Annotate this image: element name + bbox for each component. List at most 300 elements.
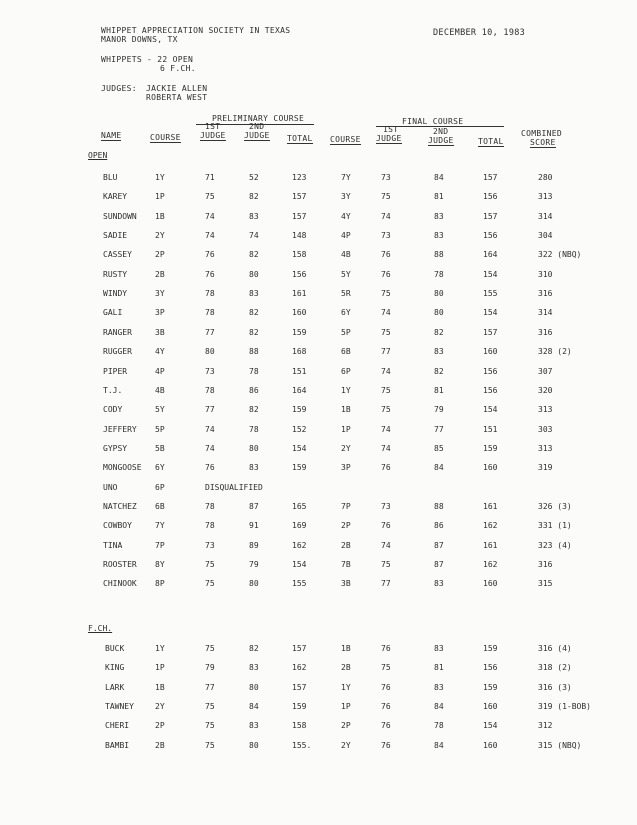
col-prelim-judge2-bottom: JUDGE (244, 131, 270, 140)
judge-2-name: ROBERTA WEST (146, 93, 208, 102)
cell-name: RANGER (103, 328, 132, 337)
cell-name: TAWNEY (105, 702, 134, 711)
cell-final-course: 7B (341, 560, 351, 569)
cell-combined-score: 319 (1-BOB) (538, 702, 591, 711)
cell-prelim-judge1: 75 (205, 579, 215, 588)
col-name: NAME (101, 131, 122, 140)
cell-prelim-judge1: 77 (205, 405, 215, 414)
cell-prelim-judge2: 82 (249, 405, 259, 414)
cell-final-judge1: 74 (381, 308, 391, 317)
cell-final-total: 156 (483, 192, 498, 201)
cell-final-judge1: 74 (381, 541, 391, 550)
cell-prelim-total: 159 (292, 405, 307, 414)
cell-final-total: 159 (483, 683, 498, 692)
final-course-heading: FINAL COURSE (402, 117, 464, 126)
cell-prelim-judge2: 83 (249, 463, 259, 472)
cell-final-judge1: 73 (381, 231, 391, 240)
cell-prelim-judge1: 75 (205, 721, 215, 730)
cell-combined-score: 310 (538, 270, 553, 279)
cell-prelim-total: 151 (292, 367, 307, 376)
cell-final-judge1: 75 (381, 560, 391, 569)
col-prelim-judge1-bottom: JUDGE (200, 131, 226, 140)
cell-final-judge2: 83 (434, 683, 444, 692)
cell-final-judge2: 80 (434, 289, 444, 298)
cell-combined-score: 318 (2) (538, 663, 572, 672)
cell-combined-score: 280 (538, 173, 553, 182)
cell-final-judge2: 77 (434, 425, 444, 434)
cell-final-course: 6Y (341, 308, 351, 317)
cell-prelim-total: 157 (292, 212, 307, 221)
cell-final-course: 3Y (341, 192, 351, 201)
cell-name: GYPSY (103, 444, 128, 453)
cell-prelim-judge1: 75 (205, 192, 215, 201)
cell-final-judge1: 73 (381, 173, 391, 182)
cell-final-course: 6P (341, 367, 351, 376)
cell-final-judge2: 88 (434, 250, 444, 259)
cell-final-judge2: 79 (434, 405, 444, 414)
cell-final-judge1: 77 (381, 579, 391, 588)
cell-final-total: 162 (483, 560, 498, 569)
cell-prelim-course: 7P (155, 541, 165, 550)
cell-prelim-total: 162 (292, 541, 307, 550)
cell-combined-score: 331 (1) (538, 521, 572, 530)
cell-combined-score: 328 (2) (538, 347, 572, 356)
cell-prelim-total: 157 (292, 644, 307, 653)
cell-prelim-judge1: 79 (205, 663, 215, 672)
cell-prelim-judge1: 77 (205, 683, 215, 692)
cell-final-total: 155 (483, 289, 498, 298)
cell-prelim-total: 155. (292, 741, 312, 750)
cell-prelim-judge1: 76 (205, 250, 215, 259)
cell-prelim-judge1: 78 (205, 289, 215, 298)
cell-prelim-judge2: 80 (249, 579, 259, 588)
cell-name: WINDY (103, 289, 128, 298)
col-final-course: COURSE (330, 135, 361, 144)
cell-final-judge1: 75 (381, 663, 391, 672)
cell-name: KING (105, 663, 125, 672)
cell-final-course: 3P (341, 463, 351, 472)
cell-final-total: 164 (483, 250, 498, 259)
cell-name: BLU (103, 173, 118, 182)
cell-combined-score: 316 (538, 289, 553, 298)
col-prelim-judge1-top: 1ST (205, 122, 221, 131)
cell-prelim-course: 3P (155, 308, 165, 317)
cell-prelim-course: 6P (155, 483, 165, 492)
cell-prelim-total: 162 (292, 663, 307, 672)
cell-combined-score: 316 (3) (538, 683, 572, 692)
cell-name: SUNDOWN (103, 212, 137, 221)
cell-status-note: DISQUALIFIED (205, 483, 263, 492)
cell-prelim-judge2: 78 (249, 425, 259, 434)
cell-prelim-judge1: 75 (205, 702, 215, 711)
cell-final-course: 1B (341, 644, 351, 653)
cell-prelim-total: 164 (292, 386, 307, 395)
cell-prelim-course: 2B (155, 270, 165, 279)
cell-final-total: 160 (483, 741, 498, 750)
cell-final-judge2: 83 (434, 644, 444, 653)
cell-prelim-judge2: 74 (249, 231, 259, 240)
cell-prelim-course: 6Y (155, 463, 165, 472)
cell-combined-score: 313 (538, 192, 553, 201)
cell-final-judge2: 82 (434, 367, 444, 376)
cell-final-total: 154 (483, 308, 498, 317)
cell-final-judge2: 87 (434, 560, 444, 569)
cell-final-total: 160 (483, 347, 498, 356)
cell-final-course: 1P (341, 425, 351, 434)
cell-name: BAMBI (105, 741, 130, 750)
cell-prelim-judge2: 91 (249, 521, 259, 530)
cell-final-judge2: 83 (434, 347, 444, 356)
cell-combined-score: 313 (538, 444, 553, 453)
cell-prelim-course: 3Y (155, 289, 165, 298)
cell-final-judge2: 84 (434, 741, 444, 750)
cell-final-judge1: 77 (381, 347, 391, 356)
col-prelim-course: COURSE (150, 133, 181, 142)
cell-prelim-course: 2P (155, 721, 165, 730)
cell-prelim-judge2: 83 (249, 212, 259, 221)
col-final-judge1-top: 1ST (383, 125, 399, 134)
cell-prelim-judge1: 78 (205, 308, 215, 317)
judge-1-name: JACKIE ALLEN (146, 84, 208, 93)
cell-prelim-total: 158 (292, 250, 307, 259)
cell-final-total: 161 (483, 502, 498, 511)
col-final-total: TOTAL (478, 137, 504, 146)
cell-prelim-judge1: 75 (205, 741, 215, 750)
cell-prelim-judge2: 87 (249, 502, 259, 511)
col-combined-top: COMBINED (521, 129, 562, 138)
cell-final-judge1: 75 (381, 289, 391, 298)
cell-prelim-judge1: 76 (205, 270, 215, 279)
cell-final-course: 4P (341, 231, 351, 240)
cell-prelim-judge2: 80 (249, 444, 259, 453)
cell-name: CASSEY (103, 250, 132, 259)
cell-prelim-course: 2B (155, 741, 165, 750)
cell-final-judge1: 76 (381, 683, 391, 692)
entries-line-2: 6 F.CH. (160, 64, 196, 73)
cell-combined-score: 315 (NBQ) (538, 741, 582, 750)
cell-combined-score: 303 (538, 425, 553, 434)
col-final-judge2-top: 2ND (433, 127, 449, 136)
cell-combined-score: 312 (538, 721, 553, 730)
cell-name: GALI (103, 308, 123, 317)
cell-prelim-judge2: 82 (249, 250, 259, 259)
cell-final-total: 161 (483, 541, 498, 550)
cell-final-total: 159 (483, 444, 498, 453)
cell-prelim-judge2: 84 (249, 702, 259, 711)
cell-prelim-total: 152 (292, 425, 307, 434)
cell-prelim-total: 123 (292, 173, 307, 182)
cell-name: JEFFERY (103, 425, 137, 434)
cell-final-course: 5P (341, 328, 351, 337)
cell-final-judge2: 87 (434, 541, 444, 550)
cell-prelim-total: 168 (292, 347, 307, 356)
cell-prelim-total: 156 (292, 270, 307, 279)
cell-prelim-total: 165 (292, 502, 307, 511)
cell-prelim-course: 4B (155, 386, 165, 395)
cell-final-judge2: 85 (434, 444, 444, 453)
cell-final-judge1: 75 (381, 328, 391, 337)
cell-combined-score: 319 (538, 463, 553, 472)
col-prelim-total: TOTAL (287, 134, 313, 143)
cell-combined-score: 304 (538, 231, 553, 240)
cell-final-total: 154 (483, 405, 498, 414)
cell-combined-score: 316 (538, 328, 553, 337)
cell-final-total: 156 (483, 386, 498, 395)
cell-prelim-judge2: 82 (249, 328, 259, 337)
cell-final-total: 162 (483, 521, 498, 530)
cell-prelim-total: 158 (292, 721, 307, 730)
cell-prelim-course: 4Y (155, 347, 165, 356)
cell-combined-score: 316 (4) (538, 644, 572, 653)
cell-final-judge1: 73 (381, 502, 391, 511)
cell-prelim-course: 8P (155, 579, 165, 588)
cell-prelim-judge1: 73 (205, 367, 215, 376)
cell-final-course: 2B (341, 541, 351, 550)
cell-prelim-judge1: 75 (205, 644, 215, 653)
cell-prelim-judge2: 83 (249, 721, 259, 730)
cell-final-total: 159 (483, 644, 498, 653)
cell-prelim-judge2: 83 (249, 289, 259, 298)
cell-final-course: 5Y (341, 270, 351, 279)
cell-prelim-total: 160 (292, 308, 307, 317)
cell-name: NATCHEZ (103, 502, 137, 511)
cell-final-judge1: 76 (381, 521, 391, 530)
cell-final-judge2: 84 (434, 463, 444, 472)
cell-prelim-course: 8Y (155, 560, 165, 569)
cell-final-judge2: 78 (434, 721, 444, 730)
cell-name: ROOSTER (103, 560, 137, 569)
col-final-judge1-bottom: JUDGE (376, 134, 402, 143)
cell-prelim-course: 2P (155, 250, 165, 259)
cell-name: COWBOY (103, 521, 132, 530)
cell-final-judge1: 74 (381, 212, 391, 221)
cell-prelim-judge2: 82 (249, 644, 259, 653)
cell-name: BUCK (105, 644, 125, 653)
cell-combined-score: 314 (538, 308, 553, 317)
cell-final-course: 4B (341, 250, 351, 259)
cell-prelim-judge1: 74 (205, 231, 215, 240)
cell-final-judge1: 76 (381, 270, 391, 279)
cell-name: RUGGER (103, 347, 132, 356)
cell-final-judge2: 82 (434, 328, 444, 337)
org-name: WHIPPET APPRECIATION SOCIETY IN TEXAS (101, 26, 291, 35)
cell-combined-score: 314 (538, 212, 553, 221)
cell-final-judge2: 78 (434, 270, 444, 279)
cell-prelim-judge1: 80 (205, 347, 215, 356)
cell-prelim-judge2: 79 (249, 560, 259, 569)
cell-prelim-course: 1B (155, 683, 165, 692)
cell-prelim-judge1: 78 (205, 502, 215, 511)
cell-name: PIPER (103, 367, 128, 376)
cell-final-total: 160 (483, 702, 498, 711)
cell-final-course: 1Y (341, 683, 351, 692)
cell-prelim-judge2: 82 (249, 192, 259, 201)
cell-final-judge1: 74 (381, 367, 391, 376)
cell-final-total: 156 (483, 663, 498, 672)
cell-prelim-course: 1P (155, 192, 165, 201)
cell-combined-score: 320 (538, 386, 553, 395)
col-prelim-judge2-top: 2ND (249, 122, 265, 131)
cell-prelim-course: 1B (155, 212, 165, 221)
col-combined-bottom: SCORE (530, 138, 556, 147)
cell-final-judge2: 81 (434, 192, 444, 201)
cell-name: LARK (105, 683, 125, 692)
cell-prelim-judge1: 74 (205, 444, 215, 453)
cell-prelim-judge2: 82 (249, 308, 259, 317)
cell-final-course: 7P (341, 502, 351, 511)
cell-final-judge1: 74 (381, 444, 391, 453)
cell-combined-score: 316 (538, 560, 553, 569)
cell-prelim-judge1: 76 (205, 463, 215, 472)
cell-prelim-course: 3B (155, 328, 165, 337)
cell-prelim-judge1: 75 (205, 560, 215, 569)
cell-final-judge2: 83 (434, 212, 444, 221)
cell-final-course: 5R (341, 289, 351, 298)
location: MANOR DOWNS, TX (101, 35, 178, 44)
cell-prelim-total: 155 (292, 579, 307, 588)
cell-combined-score: 313 (538, 405, 553, 414)
cell-final-judge2: 84 (434, 173, 444, 182)
cell-final-course: 2B (341, 663, 351, 672)
cell-prelim-judge2: 52 (249, 173, 259, 182)
cell-final-judge2: 88 (434, 502, 444, 511)
cell-prelim-total: 169 (292, 521, 307, 530)
cell-final-judge1: 76 (381, 721, 391, 730)
cell-final-judge1: 74 (381, 425, 391, 434)
cell-prelim-total: 148 (292, 231, 307, 240)
cell-final-judge1: 76 (381, 250, 391, 259)
cell-prelim-judge2: 80 (249, 741, 259, 750)
cell-prelim-judge1: 78 (205, 521, 215, 530)
cell-prelim-total: 159 (292, 328, 307, 337)
cell-final-course: 6B (341, 347, 351, 356)
cell-final-total: 157 (483, 328, 498, 337)
cell-name: RUSTY (103, 270, 128, 279)
cell-final-total: 160 (483, 463, 498, 472)
cell-final-course: 4Y (341, 212, 351, 221)
cell-prelim-total: 154 (292, 560, 307, 569)
cell-prelim-judge2: 83 (249, 663, 259, 672)
cell-final-judge2: 84 (434, 702, 444, 711)
cell-name: CHERI (105, 721, 130, 730)
cell-combined-score: 326 (3) (538, 502, 572, 511)
cell-final-judge1: 75 (381, 386, 391, 395)
cell-final-judge2: 83 (434, 231, 444, 240)
cell-combined-score: 322 (NBQ) (538, 250, 582, 259)
cell-prelim-total: 161 (292, 289, 307, 298)
cell-name: TINA (103, 541, 123, 550)
cell-final-course: 2Y (341, 741, 351, 750)
cell-final-judge2: 81 (434, 663, 444, 672)
cell-prelim-judge2: 86 (249, 386, 259, 395)
cell-final-course: 7Y (341, 173, 351, 182)
cell-final-course: 2Y (341, 444, 351, 453)
cell-combined-score: 307 (538, 367, 553, 376)
cell-prelim-judge2: 80 (249, 270, 259, 279)
cell-name: UNO (103, 483, 118, 492)
cell-final-judge2: 81 (434, 386, 444, 395)
cell-final-course: 3B (341, 579, 351, 588)
cell-prelim-total: 157 (292, 192, 307, 201)
cell-prelim-course: 4P (155, 367, 165, 376)
entries-line-1: WHIPPETS - 22 OPEN (101, 55, 194, 64)
cell-name: KAREY (103, 192, 128, 201)
cell-final-course: 2P (341, 521, 351, 530)
cell-prelim-judge1: 78 (205, 386, 215, 395)
cell-prelim-course: 1P (155, 663, 165, 672)
cell-combined-score: 315 (538, 579, 553, 588)
cell-name: SADIE (103, 231, 128, 240)
cell-final-judge1: 76 (381, 644, 391, 653)
cell-combined-score: 323 (4) (538, 541, 572, 550)
cell-name: T.J. (103, 386, 123, 395)
cell-final-total: 156 (483, 367, 498, 376)
cell-prelim-judge1: 77 (205, 328, 215, 337)
cell-prelim-course: 5Y (155, 405, 165, 414)
cell-final-judge1: 75 (381, 192, 391, 201)
cell-prelim-course: 2Y (155, 231, 165, 240)
cell-name: CODY (103, 405, 123, 414)
section-title: F.CH. (88, 624, 113, 633)
cell-prelim-course: 1Y (155, 644, 165, 653)
cell-final-total: 160 (483, 579, 498, 588)
cell-prelim-total: 154 (292, 444, 307, 453)
cell-final-course: 1P (341, 702, 351, 711)
cell-final-total: 156 (483, 231, 498, 240)
cell-name: MONGOOSE (103, 463, 142, 472)
cell-final-total: 154 (483, 270, 498, 279)
cell-prelim-course: 2Y (155, 702, 165, 711)
cell-prelim-total: 157 (292, 683, 307, 692)
cell-prelim-course: 5B (155, 444, 165, 453)
cell-prelim-judge1: 74 (205, 425, 215, 434)
section-title: OPEN (88, 151, 108, 160)
cell-prelim-judge1: 71 (205, 173, 215, 182)
cell-final-total: 157 (483, 212, 498, 221)
cell-prelim-course: 1Y (155, 173, 165, 182)
col-final-judge2-bottom: JUDGE (428, 136, 454, 145)
cell-prelim-total: 159 (292, 463, 307, 472)
cell-final-total: 151 (483, 425, 498, 434)
event-date: DECEMBER 10, 1983 (433, 28, 526, 38)
cell-final-course: 2P (341, 721, 351, 730)
cell-final-judge1: 75 (381, 405, 391, 414)
preliminary-course-heading: PRELIMINARY COURSE (212, 114, 305, 123)
cell-prelim-total: 159 (292, 702, 307, 711)
cell-prelim-judge2: 78 (249, 367, 259, 376)
cell-final-judge1: 76 (381, 741, 391, 750)
cell-prelim-judge2: 80 (249, 683, 259, 692)
cell-final-judge2: 80 (434, 308, 444, 317)
cell-final-judge1: 76 (381, 463, 391, 472)
cell-prelim-judge2: 88 (249, 347, 259, 356)
cell-prelim-judge1: 74 (205, 212, 215, 221)
cell-prelim-course: 6B (155, 502, 165, 511)
cell-final-judge2: 83 (434, 579, 444, 588)
cell-final-judge1: 76 (381, 702, 391, 711)
judges-label: JUDGES: (101, 84, 137, 93)
cell-final-course: 1B (341, 405, 351, 414)
cell-prelim-course: 7Y (155, 521, 165, 530)
cell-final-judge2: 86 (434, 521, 444, 530)
cell-final-total: 154 (483, 721, 498, 730)
cell-prelim-course: 5P (155, 425, 165, 434)
cell-final-course: 1Y (341, 386, 351, 395)
cell-name: CHINOOK (103, 579, 137, 588)
cell-prelim-judge2: 89 (249, 541, 259, 550)
cell-final-total: 157 (483, 173, 498, 182)
cell-prelim-judge1: 73 (205, 541, 215, 550)
